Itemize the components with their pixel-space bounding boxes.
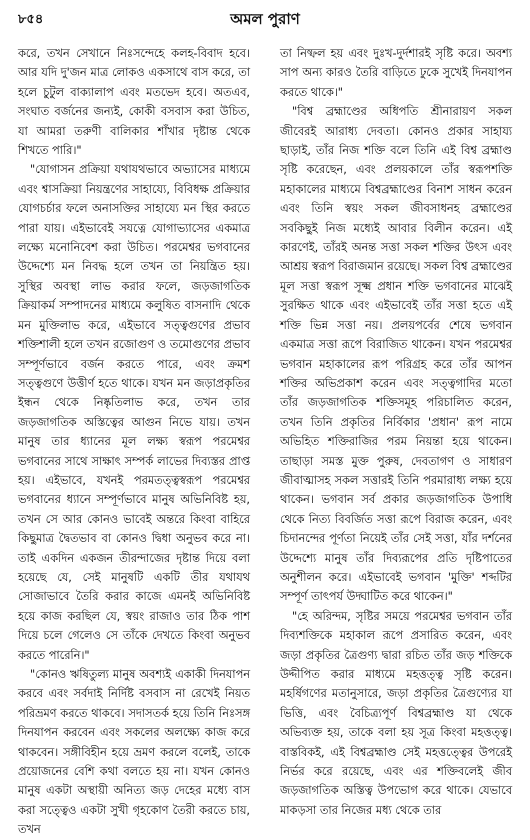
left-paragraph-3: "কোনও ঋষিতুল্য মানুষ অবশ্যই একাকী দিনযাপন করবে এবং সর্বদাই নির্দিষ্ট বসবাস না রেখেই নিয়ত পরিভ্রমণ করতে থাকবে। সদাসতর্ক হয়ে তিনি নিঃসঙ্গ দিনযাপন করবেন এবং সকলের অলক্ষ্যে কাজ করে থাকবেন। সঙ্গীবিহীন হয়ে ভ্রমণ করলে বলেই, তাকে প্রয়োজনের বেশি কথা বলতে হয় না। যখন কোনও মানুষ একটা অস্থায়ী অনিত্য জড় দেহের মধ্যে বাস করা সত্ত্বেও একটা সুখী গৃহকোণ তৈরী করতে চায়, তখন (18, 668, 250, 837)
left-paragraph-2: "যোগাসন প্রক্রিয়া যথাযথভাবে অভ্যাসের মাধ্যমে এবং শ্বাসক্রিয়া নিয়ন্ত্রণের সাহায্যে, বিবিধক্ষ প্রক্রিয়ার যোগচর্চার ফলে অনাসক্তির সাহায্যে মন স্থির করতে পারা যায়। এইভাবেই সযত্নে যোগাভ্যাসের একমাত্র লক্ষ্যে মনোনিবেশ করা উচিত। পরমেশ্বর ভগবানের উদ্দেশ্যে মন নিবদ্ধ হলে তখন তা নিয়ন্ত্রিত হয়। সুস্থির অবস্থা লাভ করার ফলে, জড়জাগতিক ক্রিয়াকর্ম সম্পাদনের মাধ্যমে কলুষিত বাসনাদি থেকে মন মুক্তিলাভ করে, এইভাবে সত্ত্বগুণের প্রভাব শক্তিশালী হলে তখন রজোগুণ ও তমোগুণের প্রভাব সম্পূর্ণভাবে বর্জন করতে পারে, এবং ক্রমশ সত্ত্বগুণে উত্তীর্ণ হতে থাকে। যখন মন জড়াপ্রকৃতির ইন্ধন থেকে নিষ্কৃতিলাভ করে, তখন তার জড়জাগতিক অস্তিত্বের আগুন নিভে যায়। তখন মানুষ তার ধ্যানের মূল লক্ষ্য স্বরূপ পরমেশ্বর ভগবানের সাথে সাক্ষাৎ সম্পর্ক লাভের দিব্যস্তর প্রাপ্ত হয়। এইভাবে, যখনই পরমতত্ত্বস্বরূপ পরমেশ্বর ভগবানের ধ্যানে সম্পূর্ণভাবে মানুষ অভিনিবিষ্ট হয়, তখন সে আর কোনও ভাবেই অন্তরে কিংবা বাহিরে কিছুমাত্র দ্বৈতভাব বা কোনও দ্বিধা অনুভব করে না। তাই একদিন একজন তীরন্দাজের দৃষ্টান্ত দিয়ে বলা হয়েছে যে, সেই মানুষটি একটি তীর যথাযথ সোজাভাবে তৈরি করার কাজে এমনই অভিনিবিষ্ট হয়ে কাজ করছিল যে, স্বয়ং রাজাও তার ঠিক পাশ দিয়ে চলে গেলেও সে তাঁকে দেখতে কিংবা অনুভব করতে পারেনি।" (18, 163, 250, 662)
left-column (18, 44, 250, 837)
right-paragraph-1: তা নিষ্ফল হয় এবং দুঃখ-দুর্দশারই সৃষ্টি করে। অবশ্য সাপ অন্য কারও তৈরি বাড়িতে ঢুকে সুখেই দিনযাপন করতে থাকে।" (280, 47, 512, 99)
right-paragraph-2: "বিশ্ব ব্রহ্মাণ্ডের অধিপতি শ্রীনারায়ণ সকল জীবেরই আরাধ্য দেবতা। কোনও প্রকার সাহায্য ছাড়াই, তাঁর নিজ শক্তি বলে তিনি এই বিশ্ব ব্রহ্মাণ্ড সৃষ্টি করেছেন, এবং প্রলয়কালে তাঁর স্বরূপশক্তি মহাকালের মাধ্যমে বিশ্বব্রহ্মাণ্ডের বিনাশ সাধন করেন এবং তিনি স্বয়ং সকল জীবসাধনহ ব্রহ্মাণ্ডের সবকিছুই নিজ মধ্যেই আবার বিলীন করেন। এই কারণেই, তাঁরই অনন্ত সত্তা সকল শক্তির উৎস এবং আশ্রয় স্বরূপ বিরাজমান রয়েছে। সকল বিশ্ব ব্রহ্মাণ্ডের মূল সত্তা স্বরূপ সূক্ষ্ম প্রধান শক্তি ভগবানের মাঝেই সুরক্ষিত থাকে এবং এইভাবেই তাঁর সত্তা হতে এই শক্তি ভিন্ন সত্তা নয়। প্রলয়পর্বের শেষে ভগবান একমাত্র সত্তা রূপে বিরাজিত থাকেন। যখন পরমেশ্বর ভগবান মহাকালের রূপ পরিগ্রহ করে তাঁর আপন শক্তির অভিপ্রকাশ করেন এবং সত্ত্বগাদির মতো তাঁর জড়জাগতিক শক্তিসমূহ পরিচালিত করেন, তখন তিনি প্রকৃতির নির্বিকার 'প্রধান' রূপ নামে অভিহিত শক্তিরাজির পরম নিয়ন্তা হয়ে থাকেন। তাছাড়া সমস্ত মুক্ত পুরুষ, দেবতাগণ ও সাধারণ জীবাত্মাসহ সকল সত্তারই তিনি পরমারাধ্য লক্ষ্য হয়ে থাকেন। ভগবান সর্ব প্রকার জড়জাগতিক উপাধি থেকে নিত্য বিবর্জিত সত্তা রূপে বিরাজ করেন, এবং চিদানন্দের পূর্ণতা নিয়েই তাঁর সেই সত্তা, যাঁর দর্শনের উদ্দেশ্যে মানুষ তাঁর দিব্যরূপের প্রতি দৃষ্টিপাতের অনুশীলন করে। এইভাবেই ভগবান 'মুক্তি' শব্দটির সম্পূর্ণ তাৎপর্য উদ্ঘাটিত করে থাকেন।" (280, 105, 512, 604)
right-column (280, 44, 512, 817)
page-number: ৮৫৪ (18, 12, 44, 27)
running-title: অমল পুরাণ (230, 10, 300, 28)
right-paragraph-3: "হে অরিন্দম, সৃষ্টির সময়ে পরমেশ্বর ভগবান তাঁর দিব্যশক্তিকে মহাকাল রূপে প্রসারিত করেন, এবং জড়া প্রকৃতির ত্রৈগুণ্য দ্বারা রচিত তাঁর জড় শক্তিকে উদ্দীপিত করার মাধ্যমে মহত্তত্ত্ব সৃষ্টি করেন। মহর্ষিগণের মতানুসারে, জড়া প্রকৃতির ত্রৈগুণ্যের যা ভিত্তি, এবং বৈচিত্র্যপূর্ণ বিশ্বব্রহ্মাণ্ড যা থেকে অভিব্যক্ত হয়, তাকে বলা হয় সূত্র কিংবা মহত্তত্ত্ব। বাস্তবিকই, এই বিশ্বব্রহ্মাণ্ড সেই মহত্তত্ত্বের উপরেই নির্ভর করে রয়েছে, এবং এর শক্তিবলেই জীব জড়জাগতিক অস্তিত্ব উপভোগ করে থাকে। যেভাবে মাকড়সা তার নিজের মধ্য থেকে তার (280, 609, 512, 817)
left-paragraph-1: করে, তখন সেখানে নিঃসন্দেহে কলহ-বিবাদ হবে। আর যদি দু'জন মাত্র লোকও একসাথে বাস করে, তা হলে চুটুল বাক্যালাপ এবং মতভেদ হবে। অতএব, সংঘাত বর্জনের জন্যই, কোকী বসবাস করা উচিত, যা আমরা তরুণী বালিকার শাঁখার দৃষ্টান্ত থেকে শিখতে পারি।" (18, 47, 250, 158)
page-header (18, 6, 512, 32)
